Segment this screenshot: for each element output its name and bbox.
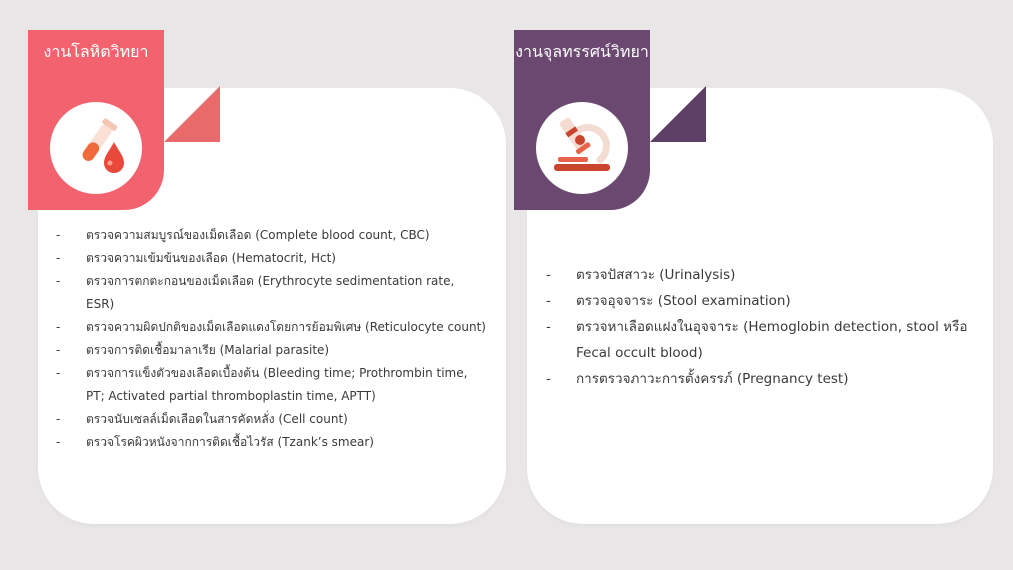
hematology-test-list <box>56 224 486 454</box>
microscopy-tab-fold <box>650 30 706 142</box>
list-item <box>56 408 486 431</box>
microscopy-tab <box>514 30 650 210</box>
list-item <box>56 316 486 339</box>
bullet-dash: - <box>546 293 551 309</box>
item-text: ตรวจหาเลือดแฝงในอุจจาระ (Hemoglobin detection, stool หรือ Fecal occult blood) <box>576 319 968 361</box>
microscopy-test-list <box>546 262 976 392</box>
item-text: ตรวจความผิดปกติของเม็ดเลือดแดงโดยการย้อมพิเศษ (Reticulocyte count) <box>86 320 486 334</box>
item-text: การตรวจภาวะการตั้งครรภ์ (Pregnancy test) <box>576 371 849 387</box>
list-item <box>546 288 976 314</box>
item-text: ตรวจความเข้มข้นของเลือด (Hematocrit, Hct) <box>86 251 336 265</box>
bullet-dash: - <box>56 343 61 357</box>
bullet-dash: - <box>56 435 61 449</box>
bullet-dash: - <box>56 251 61 265</box>
list-item <box>56 339 486 362</box>
hematology-tab <box>28 30 164 210</box>
list-item <box>546 314 976 366</box>
list-item <box>546 262 976 288</box>
item-text: ตรวจโรคผิวหนังจากการติดเชื้อไวรัส (Tzank’s smear) <box>86 435 374 449</box>
microscopy-icon-circle <box>536 102 628 194</box>
microscopy-title: งานจุลทรรศน์วิทยา <box>515 42 649 61</box>
item-text: ตรวจนับเซลล์เม็ดเลือดในสารคัดหลั่ง (Cell count) <box>86 412 348 426</box>
bullet-dash: - <box>546 267 551 283</box>
hematology-title: งานโลหิตวิทยา <box>43 42 149 61</box>
bullet-dash: - <box>56 366 61 380</box>
microscope-icon <box>536 102 628 194</box>
bullet-dash: - <box>56 274 61 288</box>
list-item <box>56 431 486 454</box>
item-text: ตรวจความสมบูรณ์ของเม็ดเลือด (Complete blood count, CBC) <box>86 228 430 242</box>
bullet-dash: - <box>56 228 61 242</box>
item-text: ตรวจอุจจาระ (Stool examination) <box>576 293 791 309</box>
bullet-dash: - <box>56 412 61 426</box>
list-item <box>56 247 486 270</box>
list-item <box>56 362 486 408</box>
item-text: ตรวจปัสสาวะ (Urinalysis) <box>576 267 736 283</box>
list-item <box>546 366 976 392</box>
bullet-dash: - <box>546 371 551 387</box>
item-text: ตรวจการแข็งตัวของเลือดเบื้องต้น (Bleeding time; Prothrombin time, PT; Activated partial thromboplastin time, APTT) <box>86 366 468 403</box>
bullet-dash: - <box>546 319 551 335</box>
bullet-dash: - <box>56 320 61 334</box>
hematology-tab-fold <box>164 30 220 142</box>
test-tube-blood-drop-icon <box>50 102 142 194</box>
list-item <box>56 270 486 316</box>
hematology-icon-circle <box>50 102 142 194</box>
list-item <box>56 224 486 247</box>
item-text: ตรวจการตกตะกอนของเม็ดเลือด (Erythrocyte sedimentation rate, ESR) <box>86 274 455 311</box>
item-text: ตรวจการติดเชื้อมาลาเรีย (Malarial parasite) <box>86 343 330 357</box>
